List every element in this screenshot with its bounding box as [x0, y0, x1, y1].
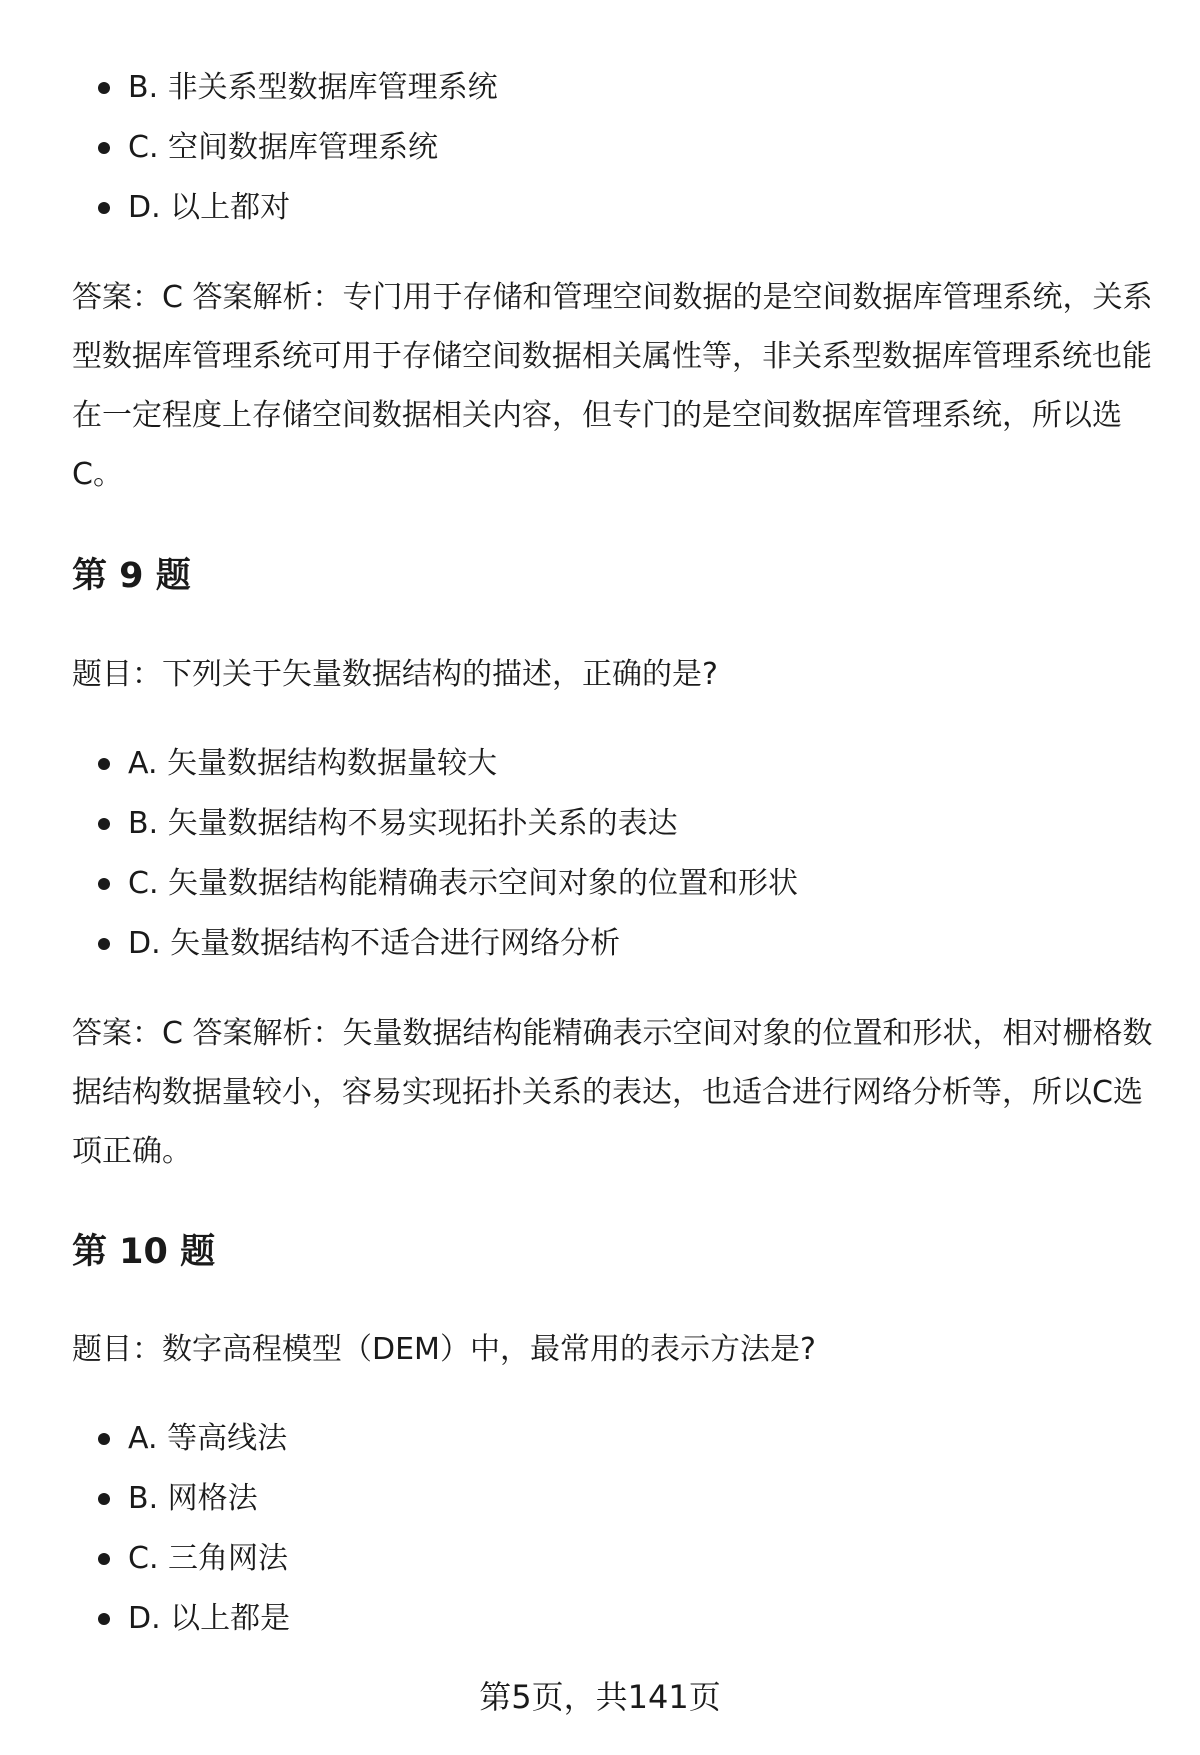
analysis-line: 项正确。	[72, 1134, 192, 1169]
q9-stem: 题目：下列关于矢量数据结构的描述，正确的是?	[72, 657, 718, 692]
q9-option-d	[96, 914, 798, 974]
analysis-line: 型数据库管理系统可用于存储空间数据相关属性等，非关系型数据库管理系统也能	[72, 339, 1152, 374]
bullet-icon	[98, 142, 110, 154]
bullet-icon	[98, 1613, 110, 1625]
q10-heading: 第 10 题	[72, 1232, 216, 1272]
bullet-icon	[98, 1553, 110, 1565]
option-text: B. 矢量数据结构不易实现拓扑关系的表达	[128, 806, 678, 841]
option-text: B. 网格法	[128, 1481, 258, 1516]
option-text: D. 以上都对	[128, 190, 291, 225]
q10-stem: 题目：数字高程模型（DEM）中，最常用的表示方法是?	[72, 1332, 816, 1367]
option-text: A. 矢量数据结构数据量较大	[128, 746, 498, 781]
bullet-icon	[98, 202, 110, 214]
q8-option-list	[96, 58, 498, 238]
analysis-line: 在一定程度上存储空间数据相关内容，但专门的是空间数据库管理系统，所以选	[72, 398, 1122, 433]
bullet-icon	[98, 1433, 110, 1445]
q8-option-c	[96, 118, 498, 178]
q10-option-d	[96, 1589, 290, 1649]
analysis-line: 答案：C 答案解析：专门用于存储和管理空间数据的是空间数据库管理系统，关系	[72, 280, 1153, 315]
option-text: A. 等高线法	[128, 1421, 288, 1456]
q8-option-d	[96, 178, 498, 238]
bullet-icon	[98, 1493, 110, 1505]
option-text: B. 非关系型数据库管理系统	[128, 70, 498, 105]
page-number-footer: 第5页，共141页	[479, 1678, 721, 1716]
option-text: C. 空间数据库管理系统	[128, 130, 439, 165]
q9-option-b	[96, 794, 798, 854]
q8-option-b	[96, 58, 498, 118]
option-text: D. 矢量数据结构不适合进行网络分析	[128, 926, 621, 961]
q9-answer-analysis	[72, 1004, 1152, 1181]
bullet-icon	[98, 82, 110, 94]
bullet-icon	[98, 938, 110, 950]
q9-heading: 第 9 题	[72, 556, 191, 596]
option-text: C. 矢量数据结构能精确表示空间对象的位置和形状	[128, 866, 799, 901]
q10-option-list	[96, 1409, 290, 1649]
q8-answer-analysis	[72, 268, 1152, 504]
q10-option-c	[96, 1529, 290, 1589]
analysis-line: 据结构数据量较小，容易实现拓扑关系的表达，也适合进行网络分析等，所以C选	[72, 1075, 1143, 1110]
q9-option-a	[96, 734, 798, 794]
analysis-line: 答案：C 答案解析：矢量数据结构能精确表示空间对象的位置和形状，相对栅格数	[72, 1016, 1153, 1051]
option-text: D. 以上都是	[128, 1601, 291, 1636]
q9-option-list	[96, 734, 798, 974]
bullet-icon	[98, 758, 110, 770]
q10-option-b	[96, 1469, 290, 1529]
analysis-line: C。	[72, 457, 123, 492]
bullet-icon	[98, 818, 110, 830]
bullet-icon	[98, 878, 110, 890]
q10-option-a	[96, 1409, 290, 1469]
q9-option-c	[96, 854, 798, 914]
option-text: C. 三角网法	[128, 1541, 289, 1576]
